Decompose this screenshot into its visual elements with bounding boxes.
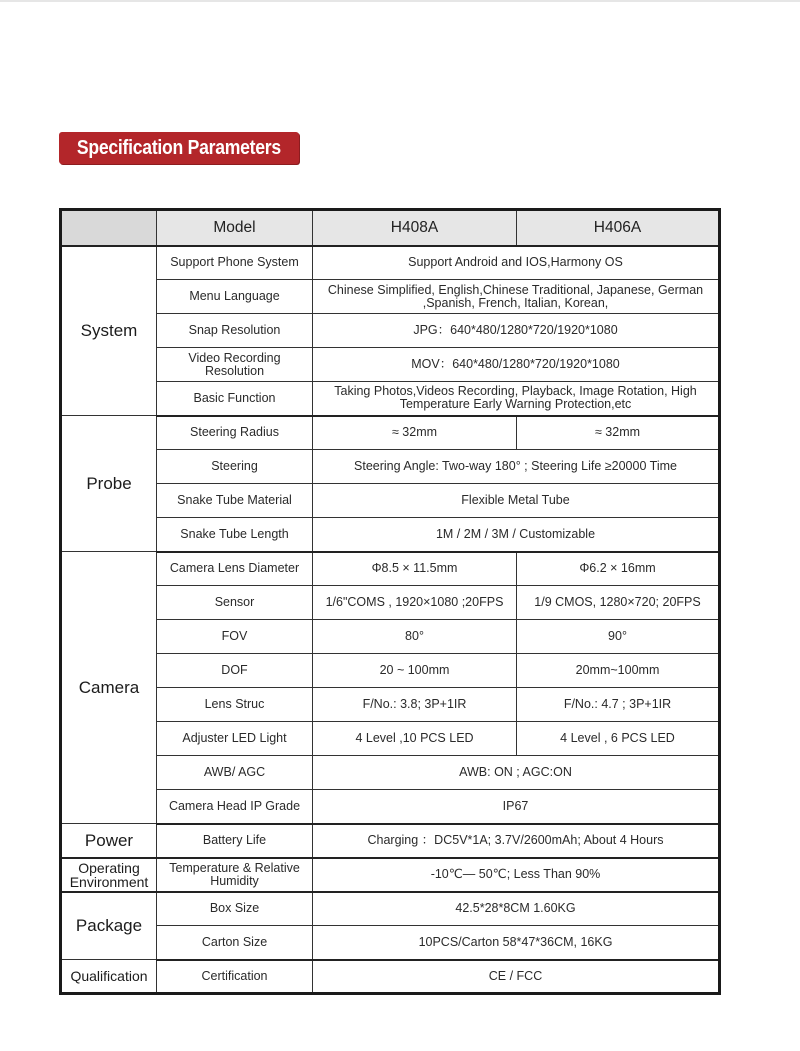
param-value: AWB: ON ; AGC:ON [313,756,720,790]
param-label: Adjuster LED Light [157,722,313,756]
category-package: Package [61,892,157,960]
table-row [61,688,720,722]
param-label: Box Size [157,892,313,926]
param-label: Steering [157,450,313,484]
table-row [61,518,720,552]
table-row [61,756,720,790]
page-top-rule [0,0,800,2]
param-value-h406a: 90° [517,620,720,654]
param-value-h408a: 4 Level ,10 PCS LED [313,722,517,756]
param-label: Certification [157,960,313,994]
param-label: Support Phone System [157,246,313,280]
table-row [61,926,720,960]
table-row [61,314,720,348]
category-probe: Probe [61,416,157,552]
table-row [61,790,720,824]
table-row [61,892,720,926]
model-header: Model [157,210,313,246]
param-value: Support Android and IOS,Harmony OS [313,246,720,280]
param-value: MOV：640*480/1280*720/1920*1080 [313,348,720,382]
table-row [61,824,720,858]
spec-table [59,208,721,995]
param-value: IP67 [313,790,720,824]
param-label: Menu Language [157,280,313,314]
table-row [61,416,720,450]
model-h408a-header: H408A [313,210,517,246]
model-h406a-header: H406A [517,210,720,246]
param-label: Camera Head IP Grade [157,790,313,824]
table-row [61,246,720,280]
param-value: Chinese Simplified, English,Chinese Traditional, Japanese, German ,Spanish, French, Italian, Korean, [313,280,720,314]
table-header-row [61,210,720,246]
param-value-h406a: 20mm~100mm [517,654,720,688]
param-label: Video Recording Resolution [157,348,313,382]
param-label: Sensor [157,586,313,620]
param-label: Carton Size [157,926,313,960]
param-label: DOF [157,654,313,688]
param-label: Lens Struc [157,688,313,722]
category-power: Power [61,824,157,858]
param-value-h406a: 1/9 CMOS, 1280×720; 20FPS [517,586,720,620]
param-label: FOV [157,620,313,654]
param-value: 10PCS/Carton 58*47*36CM, 16KG [313,926,720,960]
category-camera: Camera [61,552,157,824]
param-value-h408a: F/No.: 3.8; 3P+1IR [313,688,517,722]
section-title-badge [59,132,299,164]
param-value-h406a: 4 Level , 6 PCS LED [517,722,720,756]
table-row [61,450,720,484]
table-row [61,620,720,654]
param-value: -10℃— 50℃; Less Than 90% [313,858,720,892]
category-system: System [61,246,157,416]
param-value-h408a: 20 ~ 100mm [313,654,517,688]
param-value-h406a: ≈ 32mm [517,416,720,450]
table-row [61,722,720,756]
table-row [61,552,720,586]
param-label: Steering Radius [157,416,313,450]
param-label: Camera Lens Diameter [157,552,313,586]
table-row [61,960,720,994]
param-label: Snap Resolution [157,314,313,348]
param-value: 1M / 2M / 3M / Customizable [313,518,720,552]
table-row [61,484,720,518]
param-value: Flexible Metal Tube [313,484,720,518]
param-label: Snake Tube Length [157,518,313,552]
table-row [61,348,720,382]
table-row [61,382,720,416]
param-value: CE / FCC [313,960,720,994]
table-row [61,586,720,620]
param-value: Steering Angle: Two-way 180° ; Steering Life ≥20000 Time [313,450,720,484]
param-value: JPG：640*480/1280*720/1920*1080 [313,314,720,348]
param-value-h408a: 80° [313,620,517,654]
section-title: Specification Parameters [77,136,281,159]
table-row [61,858,720,892]
param-label: Temperature & Relative Humidity [157,858,313,892]
table-row [61,654,720,688]
category-qualification: Qualification [61,960,157,994]
param-label: Snake Tube Material [157,484,313,518]
param-value: 42.5*28*8CM 1.60KG [313,892,720,926]
param-value: Taking Photos,Videos Recording, Playback, Image Rotation, High Temperature Early Warning Protection,etc [313,382,720,416]
param-label: AWB/ AGC [157,756,313,790]
param-label: Battery Life [157,824,313,858]
category-environment: Operating Environment [61,858,157,892]
header-blank-cell [61,210,157,246]
param-value-h406a: F/No.: 4.7 ; 3P+1IR [517,688,720,722]
param-value-h408a: 1/6"COMS , 1920×1080 ;20FPS [313,586,517,620]
param-value-h408a: ≈ 32mm [313,416,517,450]
param-label: Basic Function [157,382,313,416]
param-value-h408a: Φ8.5 × 11.5mm [313,552,517,586]
param-value-h406a: Φ6.2 × 16mm [517,552,720,586]
param-value: Charging ：DC5V*1A; 3.7V/2600mAh; About 4 Hours [313,824,720,858]
table-row [61,280,720,314]
